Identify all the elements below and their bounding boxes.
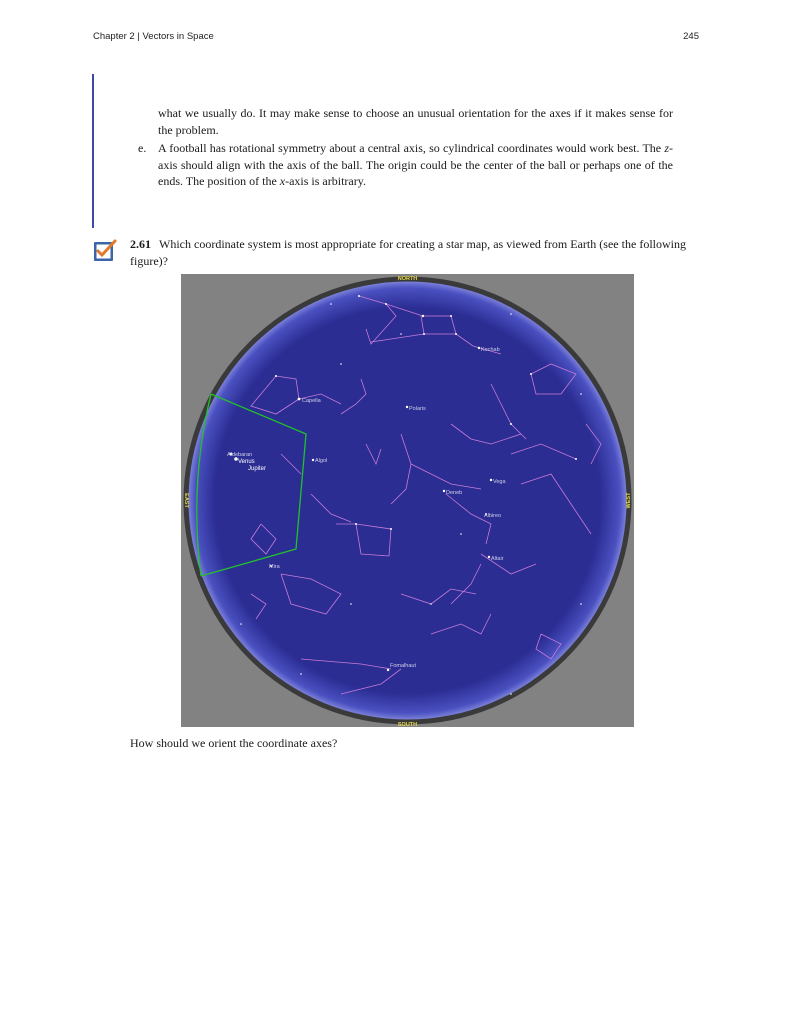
label-mira: Mira xyxy=(269,564,280,570)
label-vega: Vega xyxy=(493,479,506,485)
star-map-figure xyxy=(181,274,634,727)
label-deneb: Deneb xyxy=(446,490,463,496)
chapter-title: Chapter 2 | Vectors in Space xyxy=(93,31,214,42)
exercise-number: 2.61 xyxy=(130,237,151,251)
label-fomalhaut: Fomalhaut xyxy=(390,663,416,669)
checkpoint-icon xyxy=(92,238,118,264)
item-text xyxy=(158,140,673,190)
item-text-part-3: -axis is arbitrary. xyxy=(285,174,366,188)
variable-z: z xyxy=(664,141,669,155)
page-number: 245 xyxy=(683,31,699,42)
sky-disk xyxy=(189,282,627,720)
direction-north: NORTH xyxy=(397,276,418,282)
exercise-text: Which coordinate system is most appropriate for creating a star map, as viewed from Earth (see the following figure)? xyxy=(130,237,686,268)
label-kochab: Kochab xyxy=(481,347,500,353)
label-altair: Altair xyxy=(491,556,504,562)
label-albireo: Albireo xyxy=(484,513,502,519)
item-text-part-1: A football has rotational symmetry about a central axis, so cylindrical coordinates would work best. The xyxy=(158,141,665,155)
direction-west: WEST xyxy=(626,492,632,509)
label-algol: Algol xyxy=(315,458,328,464)
item-label: e. xyxy=(138,141,147,155)
star-map xyxy=(181,274,634,727)
label-jupiter: Jupiter xyxy=(248,466,267,472)
label-polaris: Polaris xyxy=(409,406,426,412)
solution-continued-text: what we usually do. It may make sense to choose an unusual orientation for the axes if it makes sense for the problem. xyxy=(158,106,673,137)
label-aldebaran: Aldebaran xyxy=(227,452,253,458)
follow-up-question: How should we orient the coordinate axes? xyxy=(130,736,338,750)
direction-east: EAST xyxy=(183,493,189,508)
solution-sidebar-rule xyxy=(92,74,94,228)
exercise-2-61 xyxy=(130,236,686,270)
label-capella: Capella xyxy=(302,398,321,404)
direction-south: SOUTH xyxy=(397,722,418,727)
variable-x: x xyxy=(279,174,286,188)
label-venus: Venus xyxy=(238,459,255,465)
item-text-part-2: -axis should align with the axis of the ball. The origin could be the center of the ball or perhaps one of the ends. The position of the xyxy=(158,141,673,188)
